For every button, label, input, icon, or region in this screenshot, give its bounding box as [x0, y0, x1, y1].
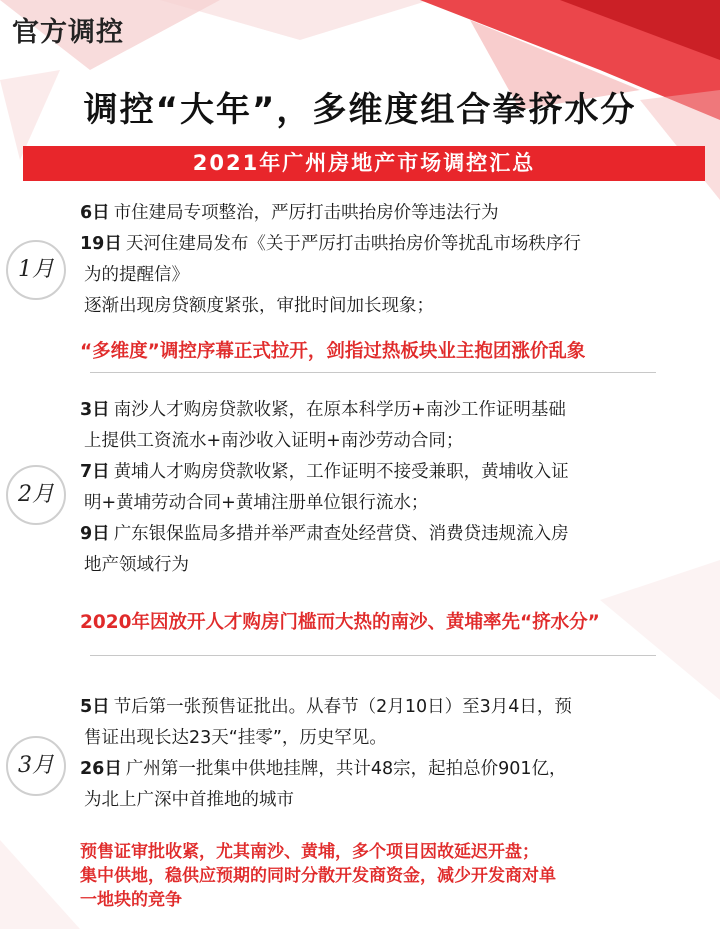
- event-line: [80, 692, 700, 723]
- section-divider: [90, 655, 656, 656]
- event-text: 市住建局专项整治，严厉打击哄抬房价等违法行为: [113, 203, 499, 223]
- event-text: 售证出现长达23天“挂零”，历史罕见。: [84, 728, 387, 748]
- month-badge-jan: 1月: [6, 240, 66, 300]
- event-text: 上提供工资流水+南沙收入证明+南沙劳动合同；: [84, 431, 464, 451]
- event-text: 广东银保监局多措并举严肃查处经营贷、消费贷违规流入房: [113, 524, 569, 544]
- event-line: [80, 754, 700, 785]
- event-line: [80, 550, 700, 581]
- event-line: [80, 395, 700, 426]
- event-text: 地产领域行为: [84, 555, 189, 575]
- event-text: 逐渐出现房贷额度紧张，审批时间加长现象；: [84, 296, 434, 316]
- event-text: 黄埔人才购房贷款收紧，工作证明不接受兼职，黄埔收入证: [113, 462, 569, 482]
- event-line: [80, 723, 700, 754]
- highlight-line: 预售证审批收紧，尤其南沙、黄埔，多个项目因故延迟开盘；: [80, 842, 539, 862]
- title-banner: [23, 146, 705, 181]
- highlight-jan: “多维度”调控序幕正式拉开，剑指过热板块业主抱团涨价乱象: [80, 341, 586, 362]
- event-date: 9日: [80, 524, 110, 544]
- highlight-mar: [80, 840, 556, 912]
- event-line: [80, 426, 700, 457]
- event-line: [80, 519, 700, 550]
- event-line: [80, 198, 700, 229]
- event-date: 3日: [80, 400, 110, 420]
- event-date: 5日: [80, 697, 110, 717]
- page-headline: 调控“大年”，多维度组合拳挤水分: [83, 90, 637, 130]
- event-text: 节后第一张预售证批出。从春节（2月10日）至3月4日，预: [113, 697, 572, 717]
- event-line: [80, 260, 700, 291]
- event-text: 天河住建局发布《关于严厉打击哄抬房价等扰乱市场秩序行: [125, 234, 581, 254]
- event-date: 7日: [80, 462, 110, 482]
- section-divider: [90, 372, 656, 373]
- event-line: [80, 229, 700, 260]
- month-badge-mar: 3月: [6, 736, 66, 796]
- event-line: [80, 488, 700, 519]
- event-line: [80, 785, 700, 816]
- event-line: [80, 457, 700, 488]
- highlight-line: 一地块的竞争: [80, 890, 182, 910]
- event-date: 19日: [80, 234, 122, 254]
- event-date: 6日: [80, 203, 110, 223]
- month-badge-feb: 2月: [6, 465, 66, 525]
- event-text: 广州第一批集中供地挂牌，共计48宗，起拍总价901亿，: [125, 759, 567, 779]
- section-jan-lines: [80, 198, 700, 322]
- event-text: 为的提醒信》: [84, 265, 189, 285]
- highlight-feb: 2020年因放开人才购房门槛而大热的南沙、黄埔率先“挤水分”: [80, 612, 600, 633]
- section-mar-lines: [80, 692, 700, 816]
- section-feb-lines: [80, 395, 700, 581]
- highlight-line: 集中供地，稳供应预期的同时分散开发商资金，减少开发商对单: [80, 866, 556, 886]
- event-line: [80, 291, 700, 322]
- banner-title: 2021年广州房地产市场调控汇总: [192, 151, 536, 175]
- event-text: 明+黄埔劳动合同+黄埔注册单位银行流水；: [84, 493, 429, 513]
- event-text: 为北上广深中首推地的城市: [84, 790, 294, 810]
- event-text: 南沙人才购房贷款收紧，在原本科学历+南沙工作证明基础: [113, 400, 566, 420]
- section-tag: 官方调控: [12, 17, 124, 48]
- event-date: 26日: [80, 759, 122, 779]
